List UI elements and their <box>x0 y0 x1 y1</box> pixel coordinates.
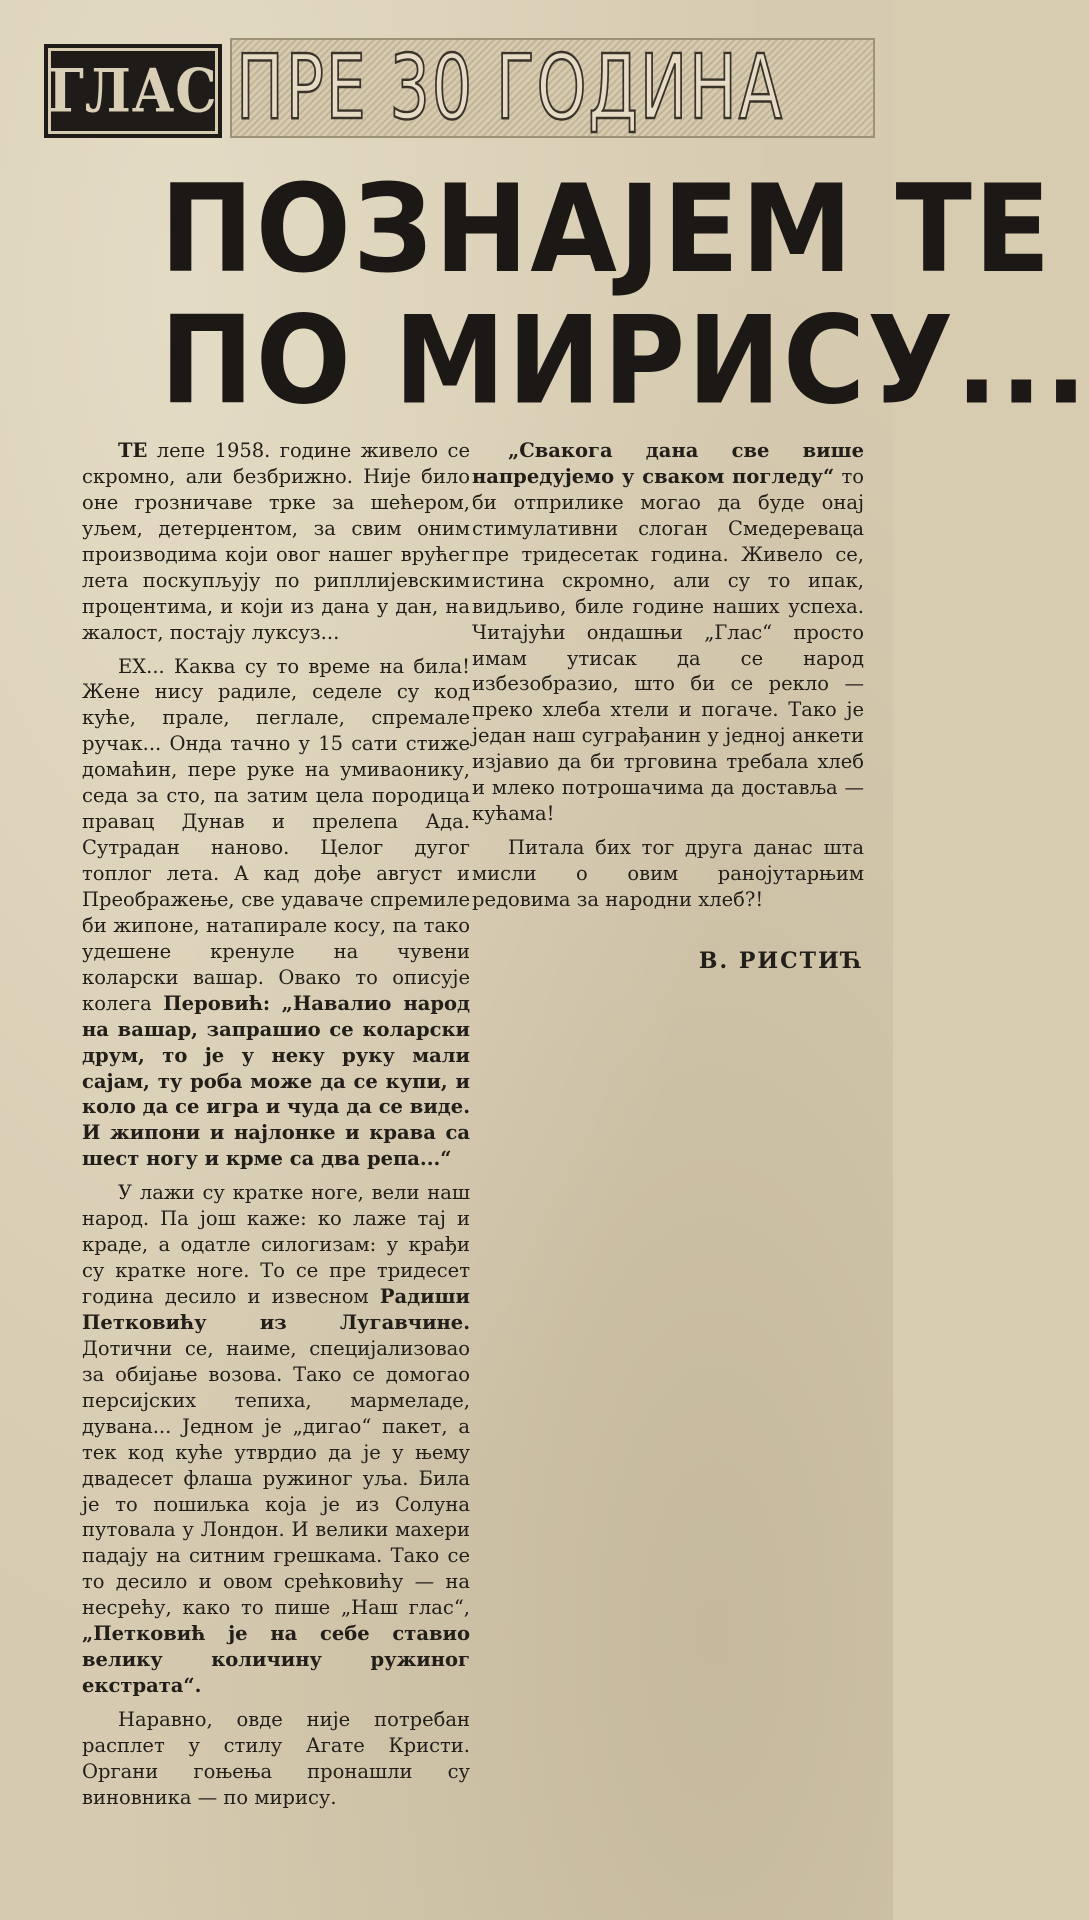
colleague-name: Перовић: <box>163 991 271 1015</box>
section-banner <box>44 38 834 138</box>
article-column-left <box>82 438 470 1811</box>
paragraph-6-text: Питала бих тог друга данас шта мисли о овим ранојутарњим редовима за народни хлеб?! <box>472 836 864 911</box>
article-paragraph-5 <box>472 438 864 827</box>
article-headline <box>160 159 1089 432</box>
paragraph-3-text-a: У лажи су кратке ноге, вели наш народ. Па још каже: ко лаже тај и краде, а одатле силогизам: у крађи су кратке ноге. То се пре тридесет година десило и извесном <box>82 1181 470 1308</box>
paragraph-3-text-b: Дотични се, наиме, специјализовао за обијање возова. Тако се домогао персијских тепиха, мармеладе, дувана... Једном је „дигао“ пакет, а тек код куће утврдио да је у њему двадесет флаша ружиног уља. Била је то пошиљка која је из Солуна путовала у Лондон. И велики махери падају на ситним грешкама. Тако се то десило и овом срећковићу — на несрећу, како то пише „Наш глас“, <box>82 1336 470 1620</box>
section-title <box>230 38 875 138</box>
fair-quote: „Навалио народ на вашар, запрашио се коларски друм, то је у неку руку мали сајам, ту роба може да се купи, и коло да се игра и чуда да се виде. И жипони и најлонке и крава са шест ногу и крме са два репа...“ <box>82 991 471 1171</box>
newspaper-logo <box>44 44 222 138</box>
paragraph-5-text: то би отприлике могао да буде онај стимулативни слоган Смедереваца пре тридесетак година. Живело се, истина скромно, али су то ипак, видљиво, биле године наших успеха. Читајући ондашњи „Глас“ просто имам утисак да се народ избезобразио, што би се рекло — преко хлеба хтели и погаче. Тако је један наш суграђанин у једној анкети изјавио да би трговина требала хлеб и млеко потрошачима да доставља — кућама! <box>472 464 864 826</box>
headline-line-1: ПОЗНАЈЕМ ТЕ <box>160 159 1053 301</box>
logo-text: ГЛАС <box>48 55 218 127</box>
paragraph-1-text: лепе 1958. године живело се скромно, али безбрижно. Није било оне грозничаве трке за шећером, уљем, детерџентом, за свим оним производима који овог нашег врућег лета поскупљују по рипллијевским процентима, и који из дана у дан, на жалост, постају луксуз... <box>82 439 470 644</box>
paragraph-4-text: Наравно, овде није потребан расплет у стилу Агате Кристи. Органи гоњења пронашли су виновника — по мирису. <box>82 1708 470 1809</box>
article-column-right <box>472 438 864 975</box>
article-paragraph-4 <box>82 1707 470 1811</box>
article-paragraph-6 <box>472 835 864 913</box>
slogan-quote: „Свакога дана све више напредујемо у сваком погледу“ <box>472 439 864 488</box>
headline-line-2: ПО МИРИСУ... <box>160 291 1089 432</box>
article-paragraph-1 <box>82 438 470 646</box>
section-title-text: ПРЕ 30 ГОДИНА <box>235 36 784 140</box>
article-author: В. РИСТИЋ <box>698 947 864 974</box>
article-paragraph-3 <box>82 1180 470 1699</box>
suspect-name: Радиши Петковићу из Лугавчине. <box>82 1285 470 1334</box>
article-paragraph-2 <box>82 654 470 1173</box>
newspaper-quote: „Петковић је на себе ставио велику количину ружиног екстрата“. <box>82 1622 470 1698</box>
paragraph-2-text: ЕХ... Каква су то време на била! Жене нису радиле, седеле су код куће, прале, пеглале, спремале ручак... Онда тачно у 15 сати стиже домаћин, пере руке на умиваонику, седа за сто, па затим цела породица правац Дунав и прелепа Ада. Сутрадан наново. Целог дугог топлог лета. А кад дође август и Преображење, све удаваче спремиле би жипоне, натапирале косу, па тако удешене кренуле на чувени коларски вашар. Овако то описује колега <box>82 654 470 1015</box>
lead-word: ТЕ <box>118 439 148 462</box>
